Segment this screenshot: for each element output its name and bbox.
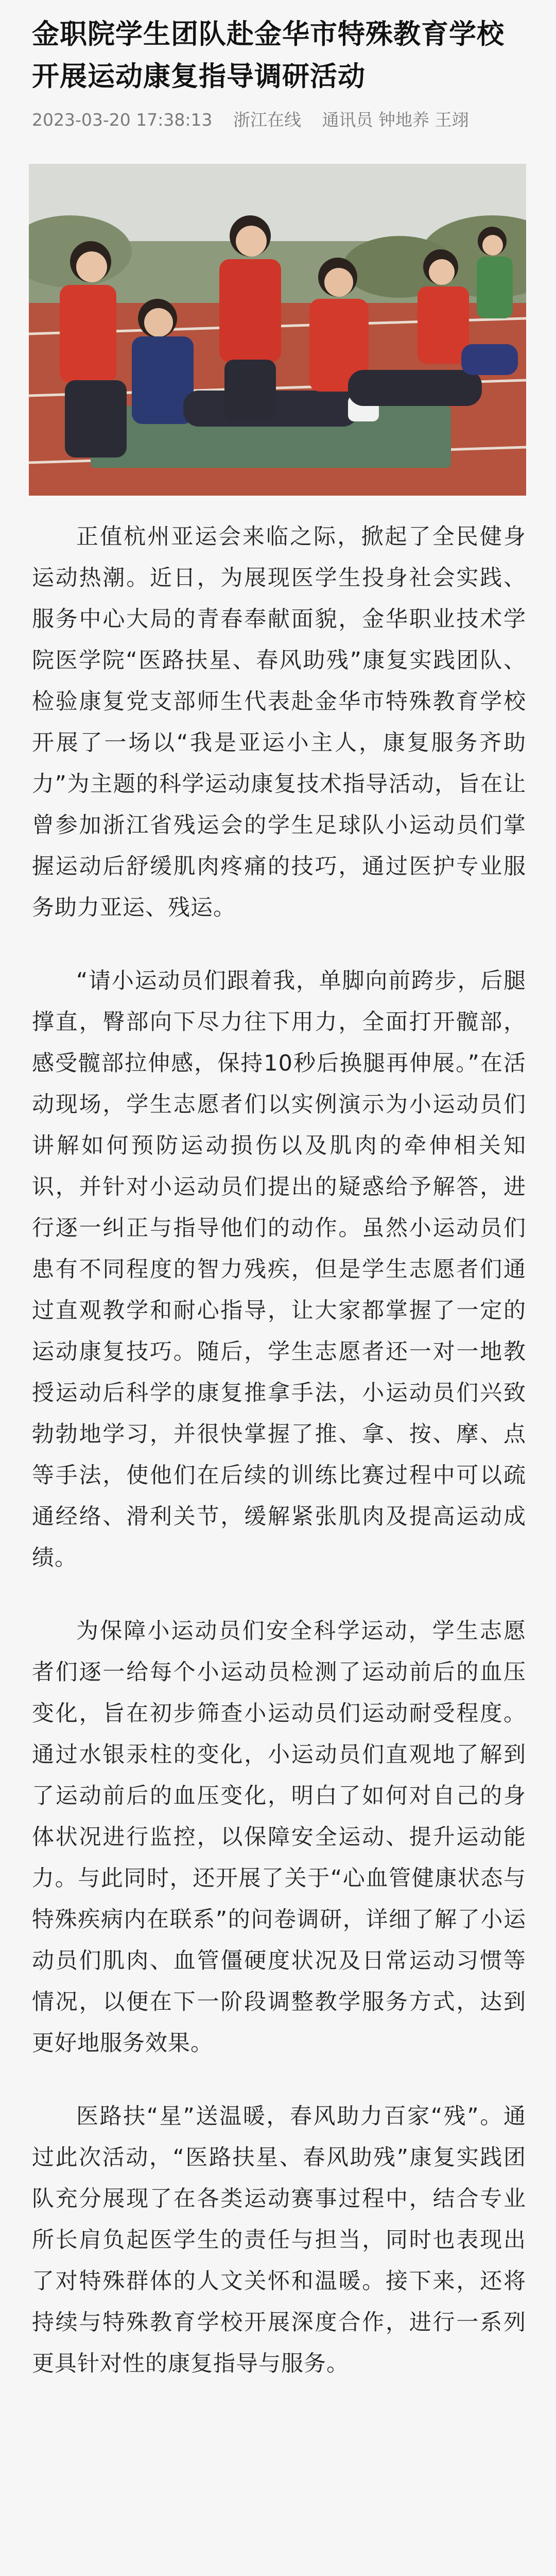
article-paragraph: 正值杭州亚运会来临之际，掀起了全民健身运动热潮。近日，为展现医学生投身社会实践、服务中心大局的青春奉献面貌，金华职业技术学院医学院“医路扶星、春风助残”康复实践团队、检验康复党支部师生代表赴金华市特殊教育学校开展了一场以“我是亚运小主人，康复服务齐助力”为主题的科学运动康复技术指导活动，旨在让曾参加浙江省残运会的学生足球队小运动员们掌握运动后舒缓肌肉疼痛的技巧，通过医护专业服务助力亚运、残运。 bbox=[32, 524, 526, 921]
article-body bbox=[0, 496, 556, 2384]
article-paragraph: “请小运动员们跟着我，单脚向前跨步，后腿撑直，臀部向下尽力往下用力，全面打开髋部，感受髋部拉伸感，保持10秒后换腿再伸展。”在活动现场，学生志愿者们以实例演示为小运动员们讲解如何预防运动损伤以及肌肉的牵伸相关知识，并针对小运动员们提出的疑惑给予解答，进行逐一纠正与指导他们的动作。虽然小运动员们患有不同程度的智力残疾，但是学生志愿者们通过直观教学和耐心指导，让大家都掌握了一定的运动康复技巧。随后，学生志愿者还一对一地教授运动后科学的康复推拿手法，小运动员们兴致勃勃地学习，并很快掌握了推、拿、按、摩、点等手法，使他们在后续的训练比赛过程中可以疏通经络、滑利关节，缓解紧张肌肉及提高运动成绩。 bbox=[32, 968, 526, 1571]
article-title: 金职院学生团队赴金华市特殊教育学校开展运动康复指导调研活动 bbox=[32, 19, 505, 92]
article-paragraph: 医路扶“星”送温暖，春风助力百家“残”。通过此次活动，“医路扶星、春风助残”康复实践团队充分展现了在各类运动赛事过程中，结合专业所长肩负起医学生的责任与担当，同时也表现出了对特殊群体的人文关怀和温暖。接下来，还将持续与特殊教育学校开展深度合作，进行一系列更具针对性的康复指导与服务。 bbox=[32, 2104, 526, 2377]
article-paragraph: 为保障小运动员们安全科学运动，学生志愿者们逐一给每个小运动员检测了运动前后的血压变化，旨在初步筛查小运动员们运动耐受程度。通过水银汞柱的变化，小运动员们直观地了解到了运动前后的血压变化，明白了如何对自己的身体状况进行监控，以保障安全运动、提升运动能力。与此同时，还开展了关于“心血管健康状态与特殊疾病内在联系”的问卷调研，详细了解了小运动员们肌肉、血管僵硬度状况及日常运动习惯等情况，以便在下一阶段调整教学服务方式，达到更好地服务效果。 bbox=[32, 1618, 526, 2056]
source-name: 浙江在线 bbox=[233, 110, 301, 130]
author-names: 钟地养 王翊 bbox=[378, 110, 469, 130]
article-photo bbox=[29, 164, 526, 496]
article-meta bbox=[0, 98, 556, 133]
photo-illustration bbox=[29, 164, 526, 496]
publish-datetime: 2023-03-20 17:38:13 bbox=[32, 110, 213, 130]
byline-label: 通讯员 bbox=[322, 110, 373, 130]
